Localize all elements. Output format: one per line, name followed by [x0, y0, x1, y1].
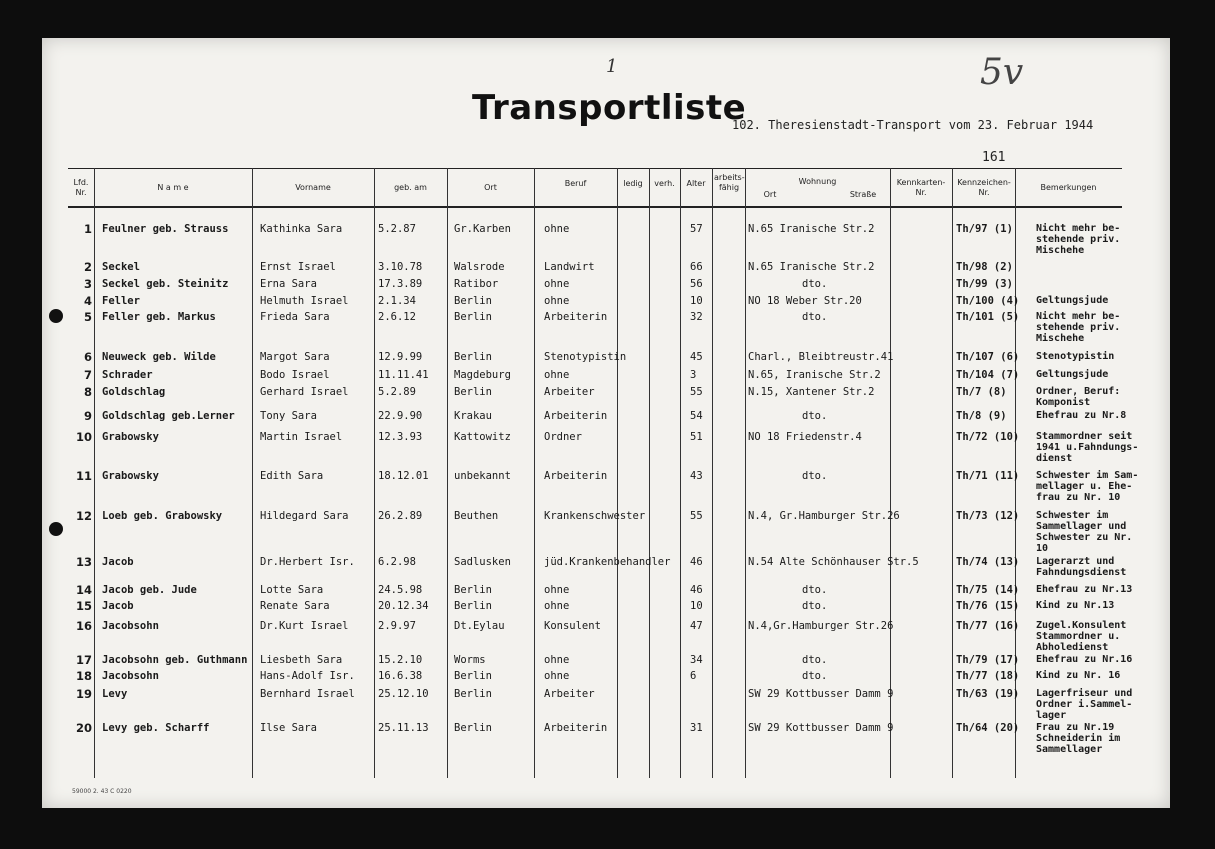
cell-bemerkungen: Lagerarzt und Fahndungsdienst [1036, 556, 1127, 578]
header-ort: Ort [484, 183, 497, 192]
header-wohnung: Wohnung [798, 177, 837, 186]
cell-name: Seckel geb. Steinitz [102, 278, 229, 290]
cell-beruf: ohne [544, 295, 570, 307]
cell-alter: 43 [690, 470, 703, 482]
cell-vorname: Edith Sara [260, 470, 324, 482]
cell-bemerkungen: Nicht mehr be- stehende priv. Mischehe [1036, 311, 1121, 344]
cell-vorname: Liesbeth Sara [260, 654, 343, 666]
cell-ort: Berlin [454, 351, 492, 363]
cell-vorname: Martin Israel [260, 431, 343, 443]
cell-lfd-nr: 11 [75, 469, 92, 483]
cell-lfd-nr: 12 [75, 509, 92, 523]
cell-bemerkungen: Ehefrau zu Nr.13 [1036, 584, 1133, 595]
cell-geb-am: 6.2.98 [378, 556, 416, 568]
cell-alter: 56 [690, 278, 703, 290]
cell-bemerkungen: Ehefrau zu Nr.16 [1036, 654, 1133, 665]
col-divider [745, 168, 746, 778]
document-title: Transportliste [472, 88, 747, 128]
cell-wohnung: dto. [802, 278, 828, 290]
punch-hole-bottom [49, 522, 63, 536]
col-divider [712, 168, 713, 778]
cell-bemerkungen: Stammordner seit 1941 u.Fahndungs- dienst [1036, 431, 1139, 464]
cell-lfd-nr: 16 [75, 619, 92, 633]
cell-wohnung: dto. [802, 654, 828, 666]
cell-name: Feulner geb. Strauss [102, 223, 229, 235]
cell-alter: 10 [690, 600, 703, 612]
header-arbeitsfaehig: arbeits-fähig [714, 173, 745, 192]
cell-lfd-nr: 4 [83, 294, 92, 308]
cell-vorname: Bodo Israel [260, 369, 330, 381]
cell-vorname: Tony Sara [260, 410, 317, 422]
cell-ort: unbekannt [454, 470, 511, 482]
cell-kennzeichen: Th/63 (19) [956, 688, 1020, 700]
cell-alter: 10 [690, 295, 703, 307]
cell-name: Goldschlag geb.Lerner [102, 410, 235, 422]
cell-vorname: Hans-Adolf Isr. [260, 670, 355, 682]
cell-geb-am: 24.5.98 [378, 584, 423, 596]
cell-alter: 51 [690, 431, 703, 443]
cell-vorname: Erna Sara [260, 278, 317, 290]
cell-lfd-nr: 9 [83, 409, 92, 423]
cell-bemerkungen: Zugel.Konsulent Stammordner u. Abholedienst [1036, 620, 1127, 653]
cell-beruf: Krankenschwester [544, 510, 646, 522]
handwritten-mark-top: 1 [606, 56, 618, 77]
cell-ort: Beuthen [454, 510, 499, 522]
cell-bemerkungen: Ordner, Beruf: Komponist [1036, 386, 1121, 408]
col-divider [374, 168, 375, 778]
header-lfd-nr: Lfd. Nr. [73, 178, 89, 197]
cell-geb-am: 17.3.89 [378, 278, 423, 290]
cell-name: Feller geb. Markus [102, 311, 216, 323]
cell-beruf: ohne [544, 584, 570, 596]
punch-hole-top [49, 309, 63, 323]
cell-bemerkungen: Lagerfriseur und Ordner i.Sammel- lager [1036, 688, 1133, 721]
col-divider [94, 168, 95, 778]
cell-ort: Berlin [454, 688, 492, 700]
cell-bemerkungen: Geltungsjude [1036, 295, 1109, 306]
cell-lfd-nr: 7 [83, 368, 92, 382]
cell-geb-am: 18.12.01 [378, 470, 429, 482]
cell-lfd-nr: 15 [75, 599, 92, 613]
cell-vorname: Ernst Israel [260, 261, 336, 273]
cell-beruf: Arbeiter [544, 386, 595, 398]
cell-kennzeichen: Th/97 (1) [956, 223, 1013, 235]
cell-geb-am: 2.6.12 [378, 311, 416, 323]
cell-wohnung: NO 18 Weber Str.20 [748, 295, 862, 307]
cell-vorname: Bernhard Israel [260, 688, 355, 700]
col-divider [447, 168, 448, 778]
cell-geb-am: 11.11.41 [378, 369, 429, 381]
cell-ort: Berlin [454, 584, 492, 596]
form-code: 59000 2. 43 C 0220 [72, 788, 132, 795]
handwritten-mark-corner: 5v [980, 52, 1024, 93]
cell-wohnung: N.65 Iranische Str.2 [748, 223, 875, 235]
cell-alter: 3 [690, 369, 697, 381]
cell-beruf: Arbeiterin [544, 311, 608, 323]
cell-lfd-nr: 8 [83, 385, 92, 399]
header-verh: verh. [654, 179, 675, 188]
cell-vorname: Lotte Sara [260, 584, 324, 596]
cell-ort: Ratibor [454, 278, 499, 290]
cell-alter: 54 [690, 410, 703, 422]
cell-wohnung: Charl., Bleibtreustr.41 [748, 351, 894, 363]
cell-lfd-nr: 14 [75, 583, 92, 597]
cell-name: Goldschlag [102, 386, 166, 398]
cell-kennzeichen: Th/104 (7) [956, 369, 1020, 381]
cell-kennzeichen: Th/77 (18) [956, 670, 1020, 682]
cell-beruf: Arbeiterin [544, 470, 608, 482]
cell-ort: Kattowitz [454, 431, 511, 443]
cell-kennzeichen: Th/101 (5) [956, 311, 1020, 323]
cell-name: Loeb geb. Grabowsky [102, 510, 223, 522]
cell-bemerkungen: Kind zu Nr.13 [1036, 600, 1115, 611]
cell-geb-am: 5.2.87 [378, 223, 416, 235]
col-divider [649, 168, 650, 778]
cell-alter: 57 [690, 223, 703, 235]
col-divider [680, 168, 681, 778]
cell-alter: 31 [690, 722, 703, 734]
cell-ort: Berlin [454, 295, 492, 307]
header-geb-am: geb. am [394, 183, 427, 192]
cell-beruf: Landwirt [544, 261, 595, 273]
col-divider [952, 168, 953, 778]
cell-beruf: Arbeiterin [544, 410, 608, 422]
cell-beruf: ohne [544, 600, 570, 612]
col-divider [617, 168, 618, 778]
cell-geb-am: 20.12.34 [378, 600, 429, 612]
header-vorname: Vorname [295, 183, 331, 192]
cell-beruf: ohne [544, 369, 570, 381]
cell-vorname: Renate Sara [260, 600, 330, 612]
cell-name: Seckel [102, 261, 140, 273]
cell-geb-am: 26.2.89 [378, 510, 423, 522]
cell-name: Jacobsohn geb. Guthmann [102, 654, 248, 666]
cell-wohnung: dto. [802, 470, 828, 482]
cell-ort: Worms [454, 654, 486, 666]
col-divider [252, 168, 253, 778]
cell-wohnung: N.54 Alte Schönhauser Str.5 [748, 556, 919, 568]
header-ledig: ledig [623, 179, 643, 188]
cell-alter: 6 [690, 670, 697, 682]
cell-kennzeichen: Th/8 (9) [956, 410, 1007, 422]
cell-geb-am: 25.12.10 [378, 688, 429, 700]
cell-lfd-nr: 1 [83, 222, 92, 236]
cell-vorname: Gerhard Israel [260, 386, 349, 398]
cell-kennzeichen: Th/76 (15) [956, 600, 1020, 612]
cell-kennzeichen: Th/71 (11) [956, 470, 1020, 482]
cell-beruf: Ordner [544, 431, 582, 443]
header-kennkarten: Kennkarten-Nr. [896, 178, 946, 197]
cell-beruf: Arbeiterin [544, 722, 608, 734]
cell-vorname: Hildegard Sara [260, 510, 349, 522]
cell-vorname: Ilse Sara [260, 722, 317, 734]
cell-kennzeichen: Th/75 (14) [956, 584, 1020, 596]
cell-name: Jacob [102, 556, 134, 568]
cell-alter: 34 [690, 654, 703, 666]
cell-vorname: Helmuth Israel [260, 295, 349, 307]
cell-beruf: Konsulent [544, 620, 601, 632]
cell-alter: 46 [690, 584, 703, 596]
cell-vorname: Dr.Herbert Isr. [260, 556, 355, 568]
cell-kennzeichen: Th/99 (3) [956, 278, 1013, 290]
cell-alter: 47 [690, 620, 703, 632]
col-divider [534, 168, 535, 778]
cell-vorname: Frieda Sara [260, 311, 330, 323]
cell-kennzeichen: Th/77 (16) [956, 620, 1020, 632]
header-wohnung-strasse: Straße [849, 190, 877, 199]
cell-lfd-nr: 10 [75, 430, 92, 444]
cell-alter: 32 [690, 311, 703, 323]
cell-beruf: Stenotypistin [544, 351, 627, 363]
cell-bemerkungen: Stenotypistin [1036, 351, 1115, 362]
cell-lfd-nr: 2 [83, 260, 92, 274]
cell-beruf: ohne [544, 278, 570, 290]
cell-vorname: Dr.Kurt Israel [260, 620, 349, 632]
cell-wohnung: N.4, Gr.Hamburger Str.26 [748, 510, 900, 522]
cell-name: Jacob geb. Jude [102, 584, 197, 596]
cell-name: Schrader [102, 369, 153, 381]
cell-wohnung: dto. [802, 311, 828, 323]
cell-beruf: ohne [544, 223, 570, 235]
cell-beruf: ohne [544, 654, 570, 666]
cell-beruf: jüd.Krankenbehandler [544, 556, 671, 568]
cell-geb-am: 15.2.10 [378, 654, 423, 666]
header-alter: Alter [686, 179, 706, 188]
cell-kennzeichen: Th/98 (2) [956, 261, 1013, 273]
header-wohnung-ort: Ort [763, 190, 777, 199]
cell-ort: Berlin [454, 311, 492, 323]
cell-bemerkungen: Ehefrau zu Nr.8 [1036, 410, 1127, 421]
cell-ort: Magdeburg [454, 369, 511, 381]
cell-beruf: ohne [544, 670, 570, 682]
cell-wohnung: N.65, Iranische Str.2 [748, 369, 881, 381]
cell-lfd-nr: 20 [75, 721, 92, 735]
cell-kennzeichen: Th/73 (12) [956, 510, 1020, 522]
cell-geb-am: 12.3.93 [378, 431, 423, 443]
cell-vorname: Margot Sara [260, 351, 330, 363]
header-bemerkungen: Bemerkungen [1040, 183, 1097, 192]
cell-wohnung: NO 18 Friedenstr.4 [748, 431, 862, 443]
cell-geb-am: 22.9.90 [378, 410, 423, 422]
cell-wohnung: N.15, Xantener Str.2 [748, 386, 875, 398]
cell-ort: Berlin [454, 386, 492, 398]
header-name: N a m e [157, 183, 189, 192]
cell-geb-am: 12.9.99 [378, 351, 423, 363]
cell-kennzeichen: Th/79 (17) [956, 654, 1020, 666]
cell-ort: Berlin [454, 670, 492, 682]
cell-name: Levy geb. Scharff [102, 722, 210, 734]
cell-name: Grabowsky [102, 470, 159, 482]
cell-wohnung: dto. [802, 600, 828, 612]
cell-name: Grabowsky [102, 431, 159, 443]
document-subtitle: 102. Theresienstadt-Transport vom 23. Februar 1944 [732, 118, 1094, 132]
cell-alter: 66 [690, 261, 703, 273]
cell-bemerkungen: Schwester im Sammellager und Schwester zu Nr. 10 [1036, 510, 1133, 554]
cell-alter: 46 [690, 556, 703, 568]
cell-wohnung: N.4,Gr.Hamburger Str.26 [748, 620, 894, 632]
cell-name: Jacob [102, 600, 134, 612]
cell-bemerkungen: Nicht mehr be- stehende priv. Mischehe [1036, 223, 1121, 256]
cell-kennzeichen: Th/107 (6) [956, 351, 1020, 363]
cell-alter: 45 [690, 351, 703, 363]
cell-geb-am: 16.6.38 [378, 670, 423, 682]
cell-wohnung: dto. [802, 410, 828, 422]
cell-lfd-nr: 6 [83, 350, 92, 364]
cell-ort: Berlin [454, 600, 492, 612]
table-top-rule [68, 168, 1122, 169]
cell-ort: Walsrode [454, 261, 505, 273]
cell-vorname: Kathinka Sara [260, 223, 343, 235]
page-number: 161 [982, 150, 1006, 165]
table-header-rule [68, 206, 1122, 208]
cell-lfd-nr: 3 [83, 277, 92, 291]
cell-wohnung: dto. [802, 584, 828, 596]
cell-kennzeichen: Th/72 (10) [956, 431, 1020, 443]
cell-wohnung: dto. [802, 670, 828, 682]
header-kennzeichen: Kennzeichen-Nr. [957, 178, 1011, 197]
cell-lfd-nr: 5 [83, 310, 92, 324]
cell-lfd-nr: 18 [75, 669, 92, 683]
cell-beruf: Arbeiter [544, 688, 595, 700]
cell-geb-am: 3.10.78 [378, 261, 423, 273]
cell-ort: Gr.Karben [454, 223, 511, 235]
cell-kennzeichen: Th/74 (13) [956, 556, 1020, 568]
cell-geb-am: 5.2.89 [378, 386, 416, 398]
cell-wohnung: N.65 Iranische Str.2 [748, 261, 875, 273]
cell-wohnung: SW 29 Kottbusser Damm 9 [748, 688, 894, 700]
cell-ort: Berlin [454, 722, 492, 734]
cell-bemerkungen: Frau zu Nr.19 Schneiderin im Sammellager [1036, 722, 1121, 755]
cell-ort: Sadlusken [454, 556, 511, 568]
cell-lfd-nr: 13 [75, 555, 92, 569]
cell-geb-am: 2.9.97 [378, 620, 416, 632]
document-page [42, 38, 1170, 808]
cell-geb-am: 25.11.13 [378, 722, 429, 734]
cell-alter: 55 [690, 510, 703, 522]
col-divider [890, 168, 891, 778]
cell-kennzeichen: Th/100 (4) [956, 295, 1020, 307]
cell-name: Levy [102, 688, 128, 700]
cell-lfd-nr: 17 [75, 653, 92, 667]
cell-lfd-nr: 19 [75, 687, 92, 701]
cell-bemerkungen: Geltungsjude [1036, 369, 1109, 380]
header-beruf: Beruf [564, 179, 587, 188]
cell-kennzeichen: Th/64 (20) [956, 722, 1020, 734]
cell-kennzeichen: Th/7 (8) [956, 386, 1007, 398]
cell-bemerkungen: Kind zu Nr. 16 [1036, 670, 1121, 681]
cell-ort: Dt.Eylau [454, 620, 505, 632]
cell-bemerkungen: Schwester im Sam- mellager u. Ehe- frau zu Nr. 10 [1036, 470, 1139, 503]
cell-wohnung: SW 29 Kottbusser Damm 9 [748, 722, 894, 734]
cell-alter: 55 [690, 386, 703, 398]
cell-name: Feller [102, 295, 140, 307]
cell-name: Jacobsohn [102, 670, 159, 682]
cell-name: Jacobsohn [102, 620, 159, 632]
cell-geb-am: 2.1.34 [378, 295, 416, 307]
cell-name: Neuweck geb. Wilde [102, 351, 216, 363]
cell-ort: Krakau [454, 410, 492, 422]
